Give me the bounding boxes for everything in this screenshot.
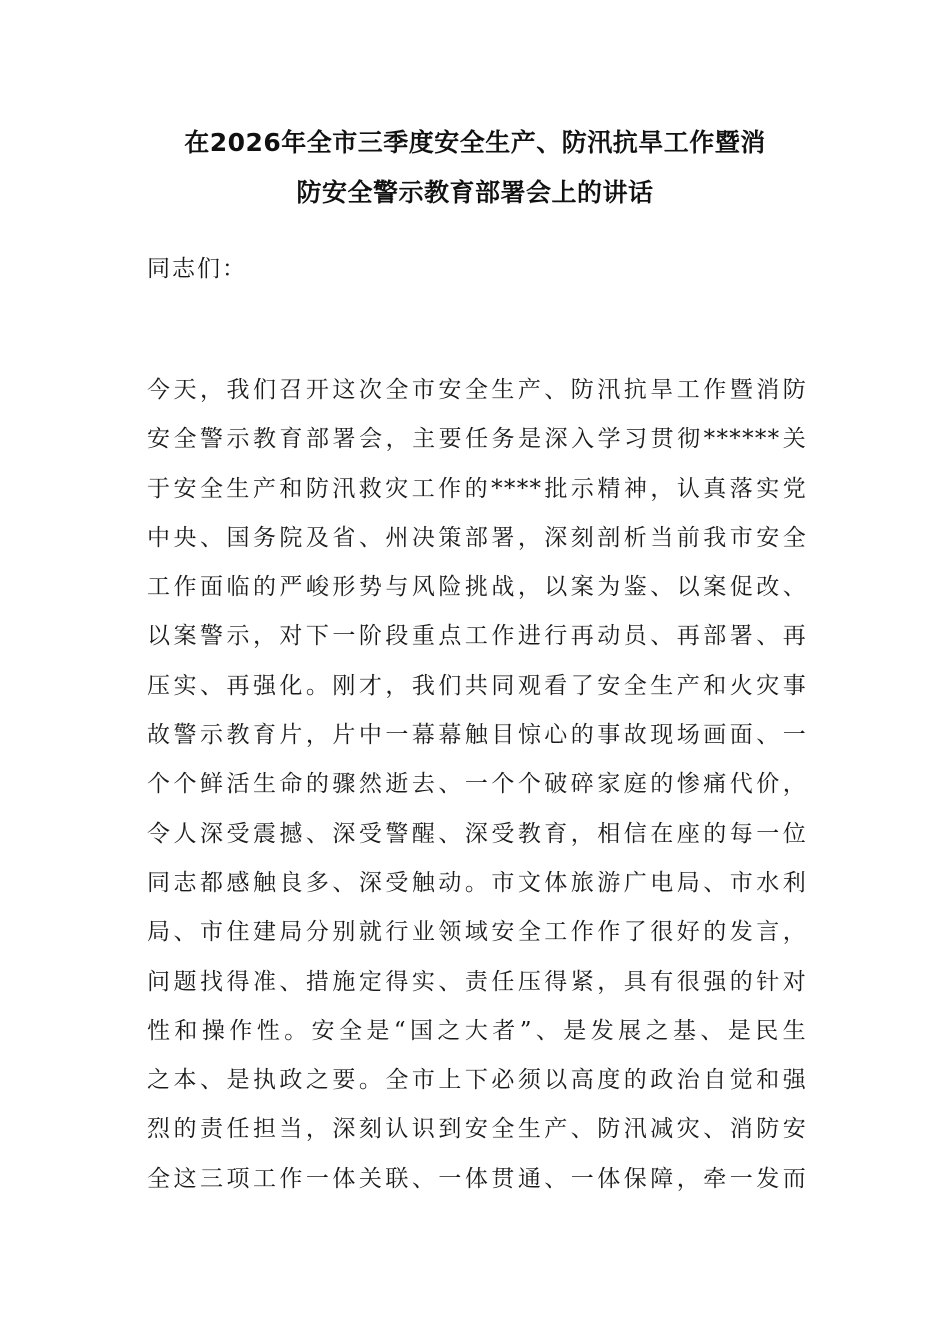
body-line: 问题找得准、措施定得实、责任压得紧，具有很强的针对 (147, 968, 807, 995)
body-line: 以案警示，对下一阶段重点工作进行再动员、再部署、再 (147, 623, 807, 650)
body-line: 工作面临的严峻形势与风险挑战，以案为鉴、以案促改、 (147, 574, 807, 601)
body-line: 令人深受震撼、深受警醒、深受教育，相信在座的每一位 (147, 820, 807, 847)
body-line: 压实、再强化。刚才，我们共同观看了安全生产和火灾事 (147, 672, 807, 699)
title-line-1: 在2026年全市三季度安全生产、防汛抗旱工作暨消 (184, 128, 766, 157)
body-line: 之本、是执政之要。全市上下必须以高度的政治自觉和强 (147, 1067, 807, 1094)
salutation: 同志们： (147, 256, 247, 282)
body-line: 烈的责任担当，深刻认识到安全生产、防汛减灾、消防安 (147, 1116, 807, 1143)
body-line: 全这三项工作一体关联、一体贯通、一体保障，牵一发而 (147, 1165, 807, 1192)
body-paragraph (147, 366, 807, 1204)
body-line: 局、市住建局分别就行业领域安全工作作了很好的发言， (147, 919, 807, 946)
title-line-2: 防安全警示教育部署会上的讲话 (296, 178, 654, 207)
body-line: 故警示教育片，片中一幕幕触目惊心的事故现场画面、一 (147, 722, 807, 749)
body-line: 中央、国务院及省、州决策部署，深刻剖析当前我市安全 (147, 524, 807, 551)
body-line: 同志都感触良多、深受触动。市文体旅游广电局、市水利 (147, 869, 807, 896)
body-line: 安全警示教育部署会，主要任务是深入学习贯彻******关 (147, 426, 807, 453)
document-title (120, 118, 830, 218)
body-line: 今天，我们召开这次全市安全生产、防汛抗旱工作暨消防 (147, 377, 807, 403)
body-line: 个个鲜活生命的骤然逝去、一个个破碎家庭的惨痛代价， (147, 771, 807, 798)
body-line: 于安全生产和防汛救灾工作的****批示精神，认真落实党 (147, 475, 807, 502)
body-line: 性和操作性。安全是“国之大者”、是发展之基、是民生 (147, 1017, 807, 1044)
